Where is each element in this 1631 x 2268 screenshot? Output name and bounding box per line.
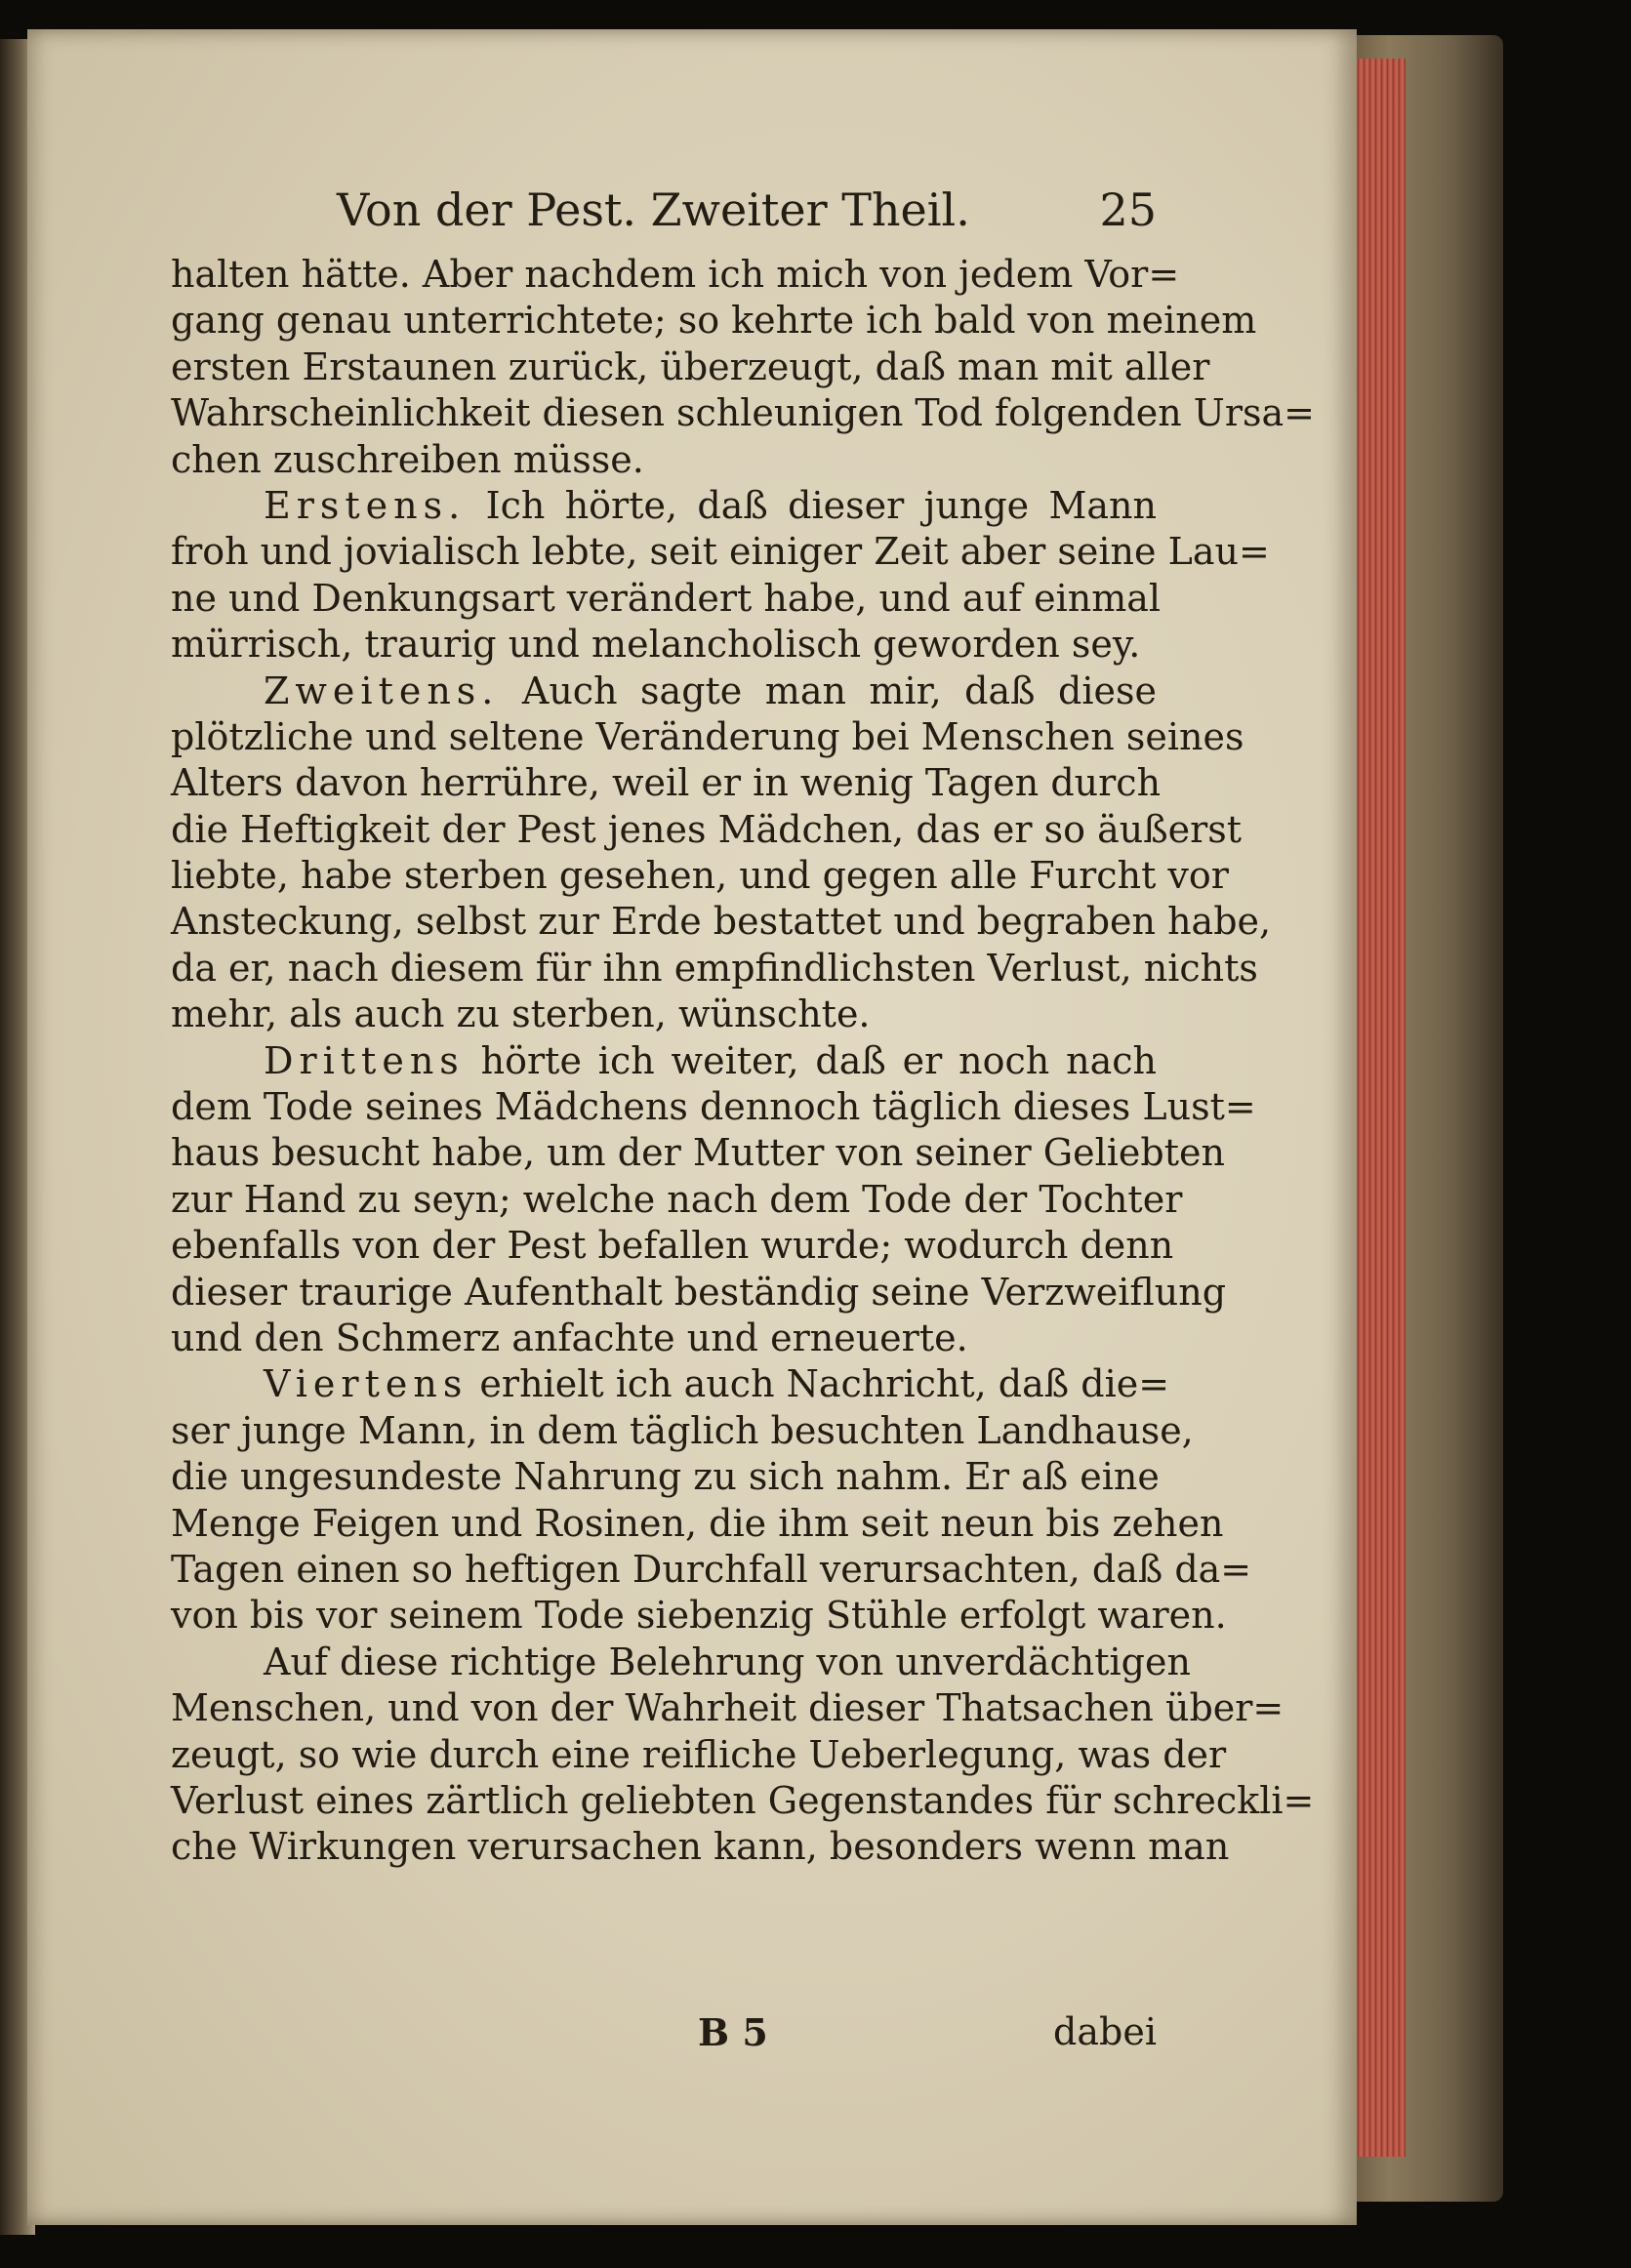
text-line: zur Hand zu seyn; welche nach dem Tode der Tochter	[171, 1177, 1183, 1221]
paragraph-second	[171, 668, 1157, 714]
text-line: froh und jovialisch lebte, seit einiger Zeit aber seine Lau=	[171, 530, 1270, 574]
text-line: und den Schmerz anfachte und erneuerte.	[171, 1316, 968, 1359]
text-line: die Heftigkeit der Pest jenes Mädchen, das er so äußerst	[171, 807, 1243, 851]
text-line: ser junge Mann, in dem täglich besuchten Landhause,	[171, 1408, 1194, 1452]
text-line: haus besucht habe, um der Mutter von seiner Geliebten	[171, 1131, 1225, 1175]
catchword: dabei	[1053, 2010, 1157, 2053]
text-line: hörte ich weiter, daß er noch nach	[480, 1038, 1157, 1082]
text-line: Menge Feigen und Rosinen, die ihm seit neun bis zehen	[171, 1501, 1224, 1545]
text-line: dieser traurige Aufenthalt beständig seine Verzweiflung	[171, 1270, 1227, 1314]
text-line: Auf diese richtige Belehrung von unverdächtigen	[264, 1640, 1191, 1683]
text-line: ne und Denkungsart verändert habe, und auf einmal	[171, 576, 1162, 620]
text-line: Menschen, und von der Wahrheit dieser Thatsachen über=	[171, 1686, 1284, 1730]
paragraph-third	[171, 1038, 1157, 1084]
text-line: da er, nach diesem für ihn empfindlichsten Verlust, nichts	[171, 946, 1258, 990]
paragraph-label-third: Drittens	[264, 1038, 465, 1082]
paragraph-fourth	[171, 1361, 1170, 1407]
text-line: Tagen einen so heftigen Durchfall verursachten, daß da=	[171, 1547, 1252, 1591]
paragraph-label-fourth: Viertens	[264, 1362, 469, 1406]
text-line: gang genau unterrichtete; so kehrte ich bald von meinem	[171, 299, 1257, 343]
page-footer	[171, 2010, 1157, 2069]
text-line: Verlust eines zärtlich geliebten Gegenstandes für schreckli=	[171, 1778, 1315, 1822]
text-line: Ansteckung, selbst zur Erde bestattet und begraben habe,	[171, 900, 1272, 944]
text-line: Alters davon herrühre, weil er in wenig Tagen durch	[171, 761, 1162, 805]
text-line: che Wirkungen verursachen kann, besonders wenn man	[171, 1825, 1230, 1869]
text-line: Auch sagte man mir, daß diese	[521, 668, 1157, 712]
running-title: Von der Pest. Zweiter Theil.	[337, 183, 970, 236]
text-line: Wahrscheinlichkeit diesen schleunigen Tod folgenden Ursa=	[171, 391, 1315, 435]
text-line: plötzliche und seltene Veränderung bei Menschen seines	[171, 714, 1244, 758]
page-number: 25	[1099, 183, 1157, 236]
text-line: die ungesundeste Nahrung zu sich nahm. Er aß eine	[171, 1455, 1160, 1499]
paragraph-label-second: Zweitens.	[264, 668, 500, 712]
text-line: ersten Erstaunen zurück, überzeugt, daß man mit aller	[171, 344, 1210, 388]
running-head	[337, 176, 1157, 244]
text-line: von bis vor seinem Tode siebenzig Stühle erfolgt waren.	[171, 1594, 1227, 1638]
body-text	[171, 252, 1315, 1871]
text-line: liebte, habe sterben gesehen, und gegen alle Furcht vor	[171, 854, 1229, 898]
text-line: ebenfalls von der Pest befallen wurde; wodurch denn	[171, 1224, 1174, 1268]
paragraph-first	[171, 483, 1157, 529]
text-line: mürrisch, traurig und melancholisch geworden sey.	[171, 623, 1141, 667]
text-line: dem Tode seines Mädchens dennoch täglich dieses Lust=	[171, 1085, 1256, 1129]
text-line: chen zuschreiben müsse.	[171, 437, 644, 481]
text-line: erhielt ich auch Nachricht, daß die=	[479, 1362, 1170, 1406]
paragraph-label-first: Erstens.	[264, 483, 467, 527]
text-line: mehr, als auch zu sterben, wünschte.	[171, 992, 871, 1036]
text-line: zeugt, so wie durch eine reifliche Ueberlegung, was der	[171, 1732, 1227, 1776]
text-line: Ich hörte, daß dieser junge Mann	[485, 483, 1157, 527]
text-line: halten hätte. Aber nachdem ich mich von jedem Vor=	[171, 253, 1180, 296]
signature-mark: B 5	[698, 2010, 768, 2054]
